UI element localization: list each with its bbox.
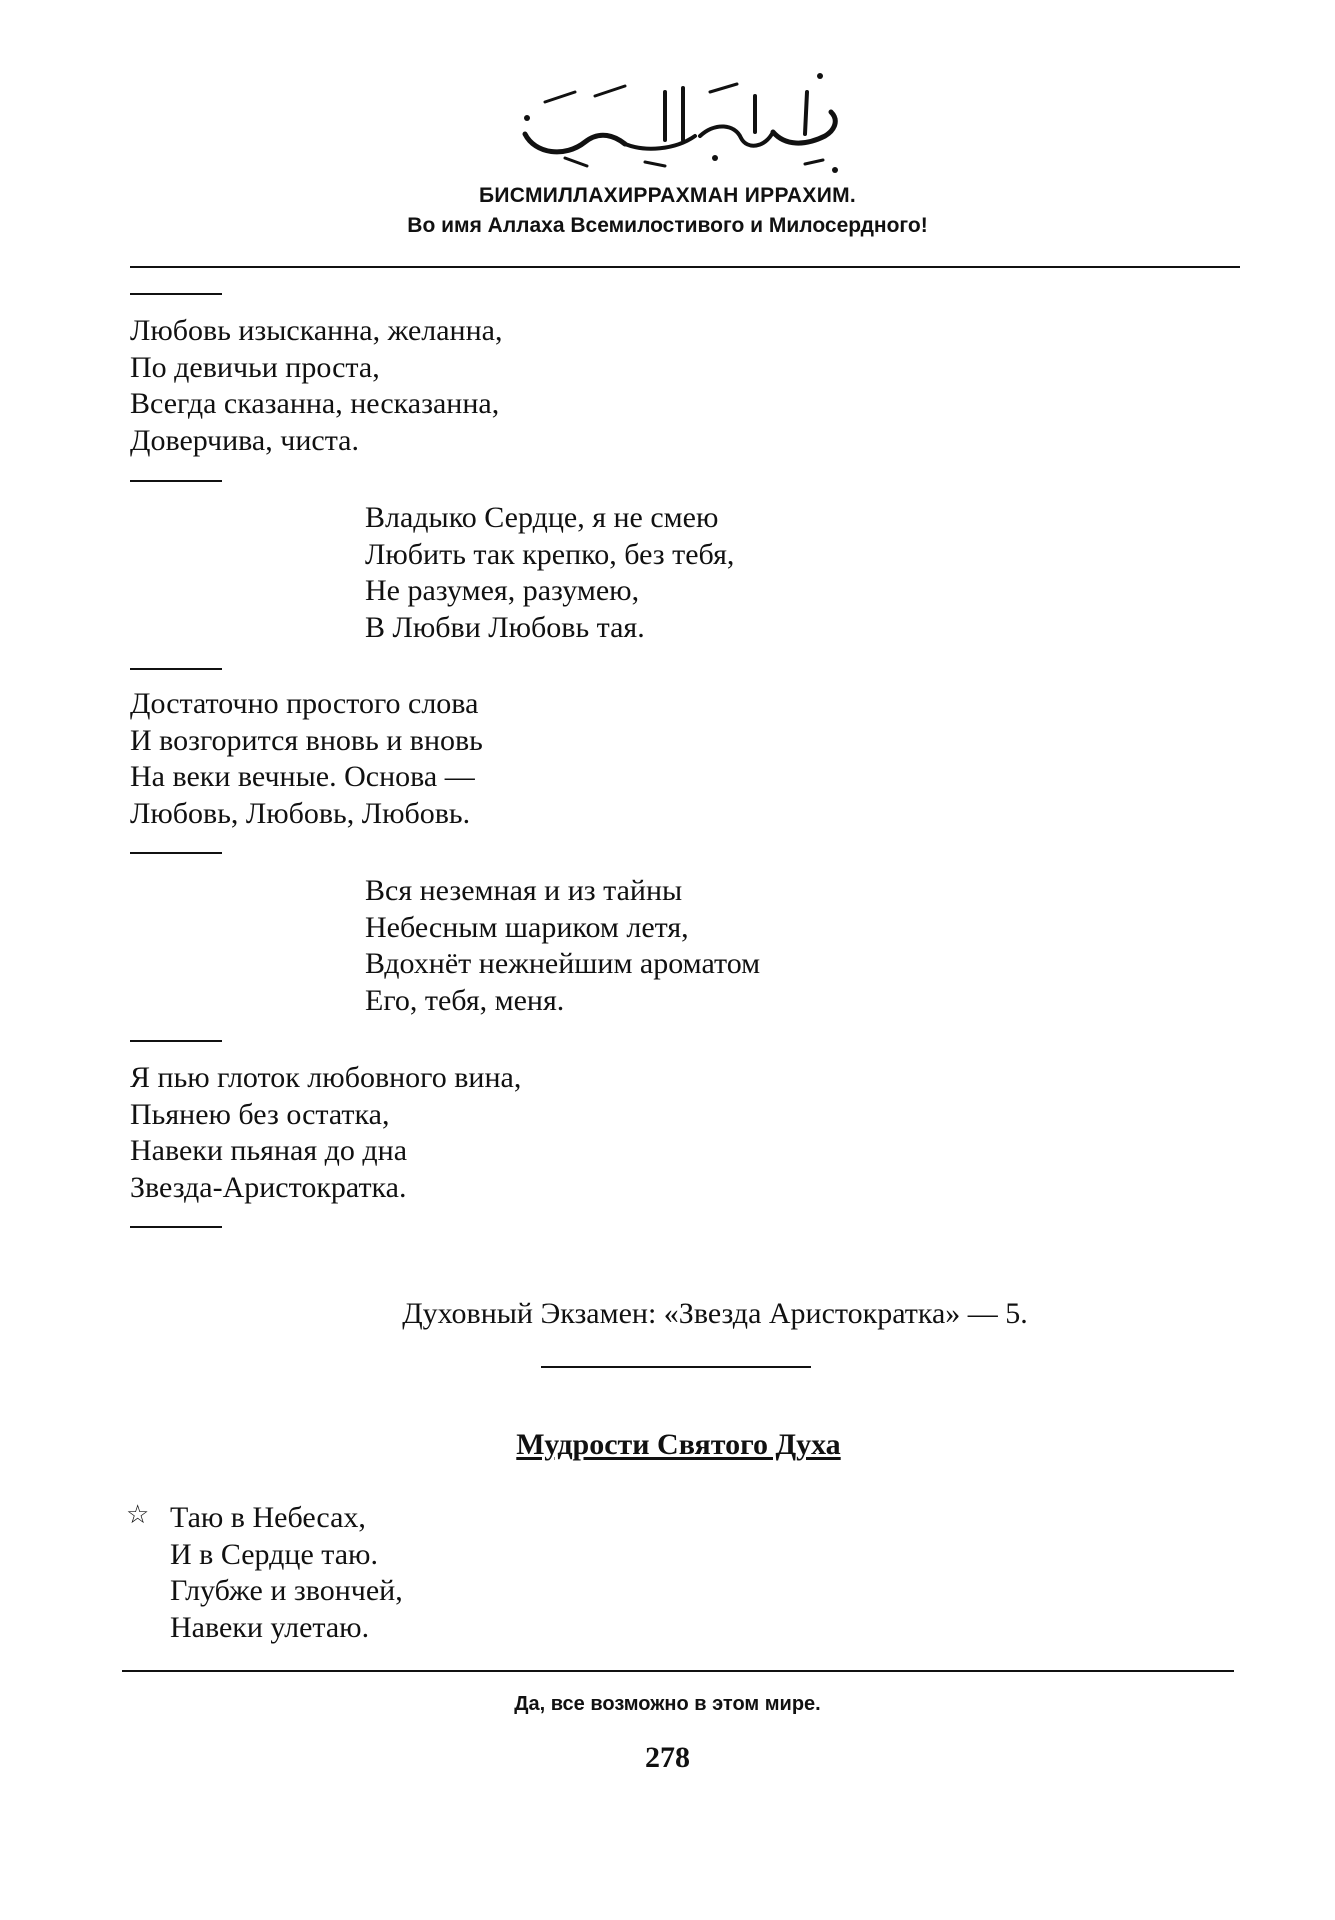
poem-line: Я пью глоток любовного вина, [130,1061,522,1094]
poem-line: Любовь, Любовь, Любовь. [130,796,471,830]
poem-line: Любить так крепко, без тебя, [365,537,735,571]
stanza-divider [130,480,222,482]
poem-line: Любовь изысканна, желанна, [130,314,503,347]
bismillah-calligraphy-icon [505,62,855,174]
header-translation: Во имя Аллаха Всемилостивого и Милосердного! [407,214,928,237]
wisdom-stanza [170,1500,403,1646]
poem-line: Доверчива, чиста. [130,423,359,457]
header-divider [130,266,1240,268]
poem-stanza-2 [365,500,734,646]
poem-line: По девичьи проста, [130,350,380,384]
poem-line: И возгорится вновь и вновь [130,723,483,757]
poem-line: Навеки улетаю. [170,1610,370,1644]
poem-line: Не разумея, разумею, [365,574,640,607]
poem-stanza-1 [130,313,502,459]
stanza-divider [130,293,222,295]
poem-line: Пьянею без остатка, [130,1097,390,1131]
poem-line: Достаточно простого слова [130,687,479,720]
spiritual-exam-line: Духовный Экзамен: «Звезда Аристократка» — 5. [402,1297,1028,1330]
poem-line: Вдохнёт нежнейшим ароматом [365,947,761,980]
poem-line: Всегда сказанна, несказанна, [130,387,500,420]
star-bullet-icon: ☆ [126,1500,150,1530]
poem-line: Звезда-Аристократка. [130,1170,407,1204]
poem-stanza-5 [130,1060,521,1206]
poem-line: Навеки пьяная до дна [130,1134,408,1167]
stanza-divider [130,852,222,854]
footer-divider [122,1670,1234,1672]
poem-line: В Любви Любовь тая. [365,610,645,644]
stanza-divider [130,1040,222,1042]
poem-line: Небесным шариком летя, [365,910,689,944]
footer-motto: Да, все возможно в этом мире. [514,1693,821,1715]
poem-line: На веки вечные. Основа — [130,760,475,793]
section-title: Мудрости Святого Духа [516,1428,841,1461]
poem-line: Таю в Небесах, [170,1501,366,1534]
poem-line: Владыко Сердце, я не смею [365,501,719,534]
poem-line: И в Сердце таю. [170,1537,378,1571]
stanza-divider [130,1226,222,1228]
poem-stanza-4 [365,873,760,1019]
stanza-divider [130,668,222,670]
poem-stanza-3 [130,686,483,832]
poem-line: Его, тебя, меня. [365,983,565,1017]
poem-line: Глубже и звончей, [170,1574,403,1607]
poem-line: Вся неземная и из тайны [365,874,683,907]
section-divider [541,1366,811,1368]
page-number: 278 [645,1741,690,1774]
header-bismillah: БИСМИЛЛАХИРРАХМАН ИРРАХИМ. [478,184,857,207]
